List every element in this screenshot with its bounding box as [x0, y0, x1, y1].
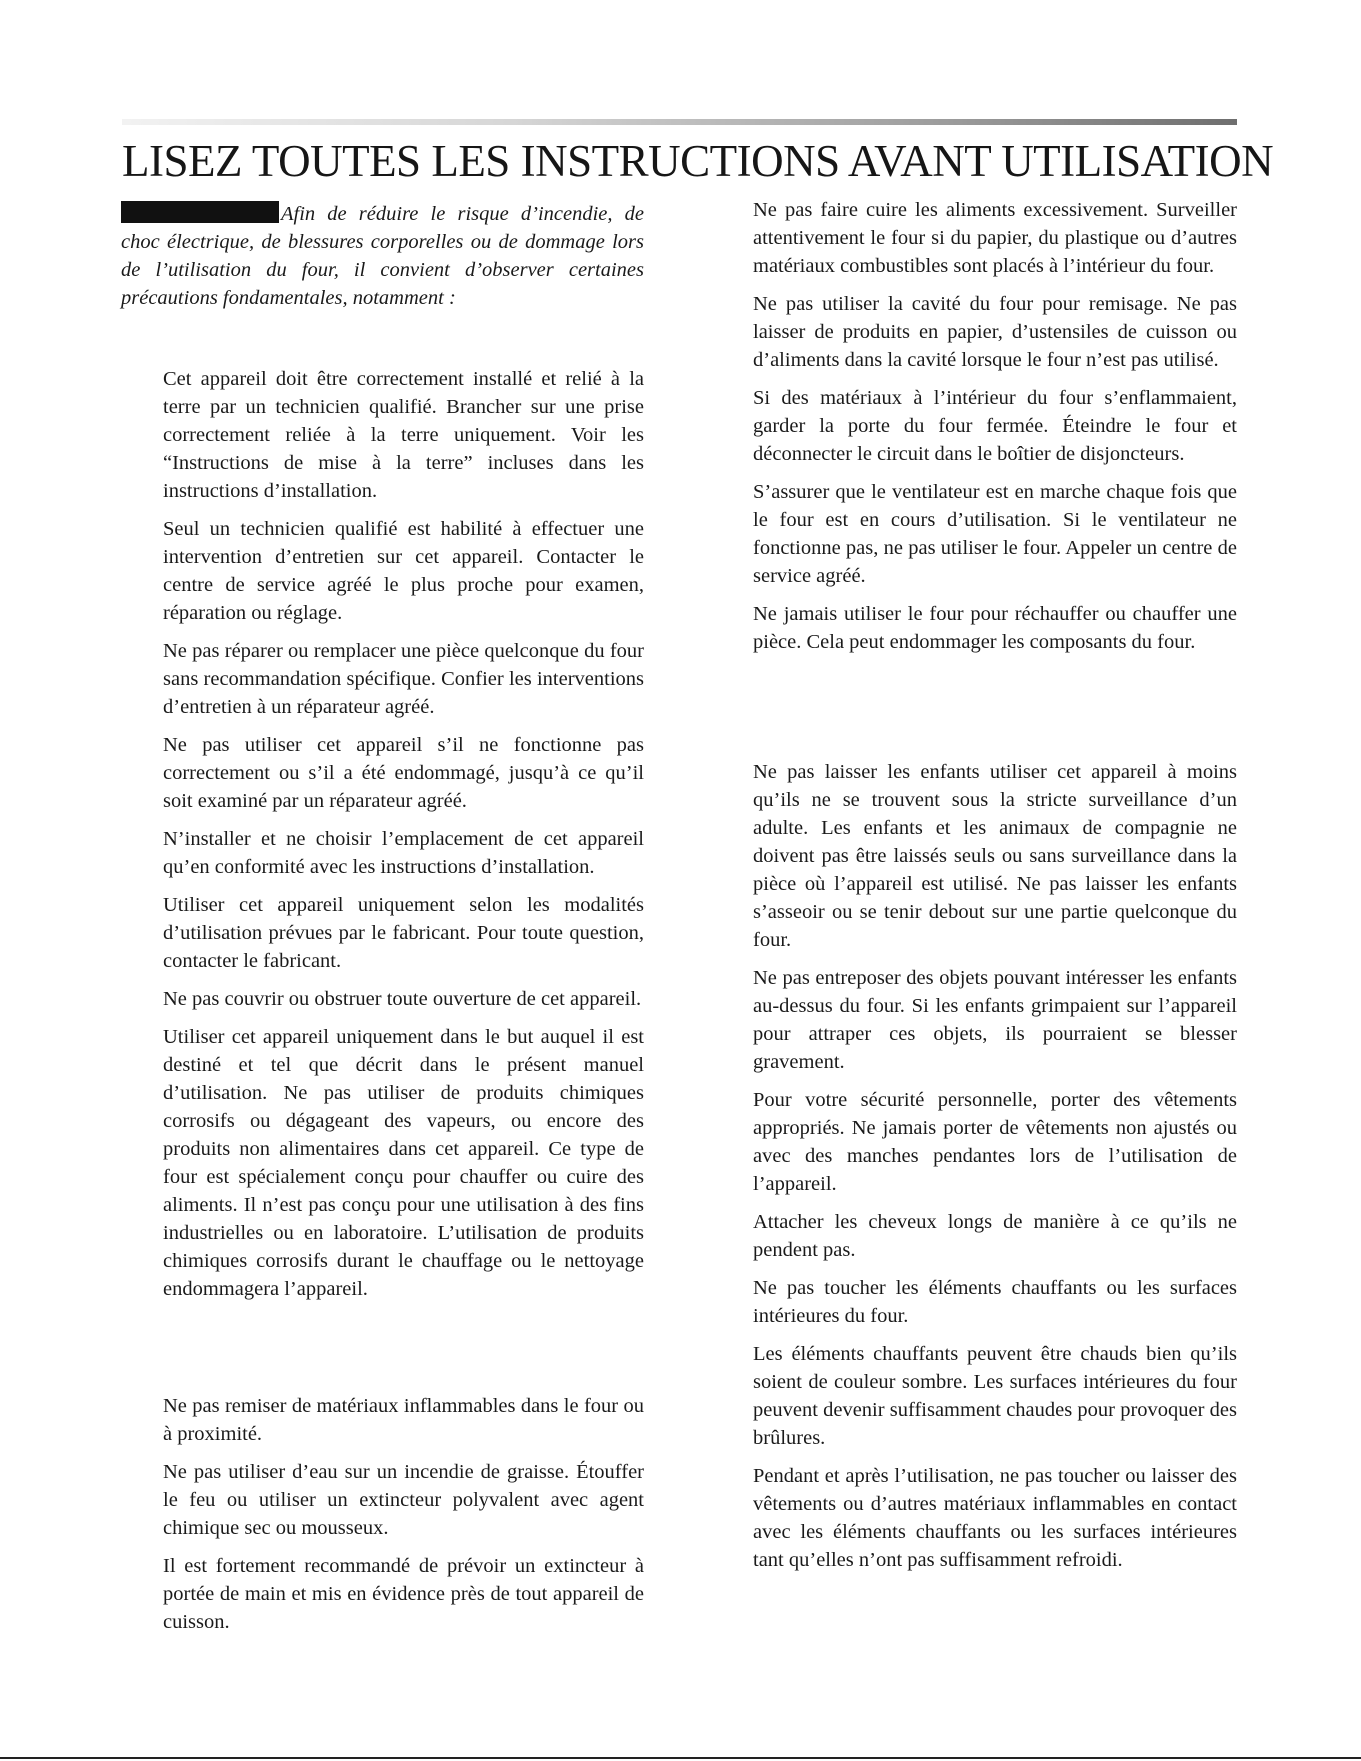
instruction-paragraph: N’installer et ne choisir l’emplacement de cet appareil qu’en conformité avec les instructions d’installation. — [163, 828, 644, 878]
page-title: LISEZ TOUTES LES INSTRUCTIONS AVANT UTILISATION — [122, 136, 1274, 186]
instruction-paragraph: Ne pas remiser de matériaux inflammables dans le four ou à proximité. — [163, 1395, 644, 1445]
instruction-paragraph: Ne pas faire cuire les aliments excessivement. Surveiller attentivement le four si du papier, du plastique ou d’autres matériaux combustibles sont placés à l’intérieur du four. — [753, 199, 1237, 277]
instruction-paragraph: Il est fortement recommandé de prévoir un extincteur à portée de main et mis en évidence près de tout appareil de cuisson. — [163, 1555, 644, 1633]
footer-rule — [0, 1757, 1361, 1759]
instruction-paragraph: Si des matériaux à l’intérieur du four s’enflammaient, garder la porte du four fermée. Éteindre le four et déconnecter le circuit dans le boîtier de disjoncteurs. — [753, 387, 1237, 465]
left-column-group-1 — [163, 365, 644, 1313]
right-column-group-1 — [753, 196, 1237, 666]
instruction-paragraph: Seul un technicien qualifié est habilité à effectuer une intervention d’entretien sur cet appareil. Contacter le centre de service agréé le plus proche pour examen, réparation ou réglage. — [163, 518, 644, 624]
header-rule — [122, 119, 1237, 125]
instruction-paragraph: Utiliser cet appareil uniquement selon les modalités d’utilisation prévues par le fabricant. Pour toute question, contacter le fabricant. — [163, 894, 644, 972]
instruction-paragraph: Ne pas utiliser d’eau sur un incendie de graisse. Étouffer le feu ou utiliser un extincteur polyvalent avec agent chimique sec ou mousseux. — [163, 1461, 644, 1539]
instruction-paragraph: Pendant et après l’utilisation, ne pas toucher ou laisser des vêtements ou d’autres matériaux inflammables en contact avec les éléments chauffants ou les surfaces intérieures tant qu’elles n’ont pas suffisamment refroidi. — [753, 1465, 1237, 1571]
instruction-paragraph: Ne jamais utiliser le four pour réchauffer ou chauffer une pièce. Cela peut endommager les composants du four. — [753, 603, 1237, 653]
instruction-paragraph: Ne pas entreposer des objets pouvant intéresser les enfants au-dessus du four. Si les enfants grimpaient sur l’appareil pour attraper ces objets, ils pourraient se blesser gravement. — [753, 967, 1237, 1073]
redacted-warning-bar — [121, 201, 279, 223]
instruction-paragraph: Ne pas laisser les enfants utiliser cet appareil à moins qu’ils ne se trouvent sous la stricte surveillance d’un adulte. Les enfants et les animaux de compagnie ne doivent pas être laissés seuls ou sans surveillance dans la pièce où l’appareil est utilisé. Ne pas laisser les enfants s’asseoir ou se tenir debout sur une partie quelconque du four. — [753, 761, 1237, 951]
intro-text: Afin de réduire le risque d’incendie, de choc électrique, de blessures corporelles ou de dommage lors de l’utilisation du four, il convient d’observer certaines précautions fondamentales, notamment : — [121, 203, 644, 309]
left-column-group-2 — [163, 1392, 644, 1646]
instruction-paragraph: Cet appareil doit être correctement installé et relié à la terre par un technicien qualifié. Brancher sur une prise correctement reliée à la terre uniquement. Voir les “Instructions de mise à la terre” incluses dans les instructions d’installation. — [163, 368, 644, 502]
instruction-paragraph: Ne pas couvrir ou obstruer toute ouverture de cet appareil. — [163, 988, 642, 1010]
instruction-paragraph: Attacher les cheveux longs de manière à ce qu’ils ne pendent pas. — [753, 1211, 1237, 1261]
instruction-paragraph: Ne pas utiliser la cavité du four pour remisage. Ne pas laisser de produits en papier, d’ustensiles de cuisson ou d’aliments dans la cavité lorsque le four n’est pas utilisé. — [753, 293, 1237, 371]
instruction-paragraph: Les éléments chauffants peuvent être chauds bien qu’ils soient de couleur sombre. Les surfaces intérieures du four peuvent devenir suffisamment chaudes pour provoquer des brûlures. — [753, 1343, 1237, 1449]
instruction-paragraph: Ne pas réparer ou remplacer une pièce quelconque du four sans recommandation spécifique. Confier les interventions d’entretien à un réparateur agréé. — [163, 640, 644, 718]
instruction-paragraph: S’assurer que le ventilateur est en marche chaque fois que le four est en cours d’utilisation. Si le ventilateur ne fonctionne pas, ne pas utiliser le four. Appeler un centre de service agréé. — [753, 481, 1237, 587]
instruction-paragraph: Ne pas toucher les éléments chauffants ou les surfaces intérieures du four. — [753, 1277, 1237, 1327]
intro-paragraph — [121, 200, 644, 312]
instruction-paragraph: Ne pas utiliser cet appareil s’il ne fonctionne pas correctement ou s’il a été endommagé, jusqu’à ce qu’il soit examiné par un réparateur agréé. — [163, 734, 644, 812]
instruction-paragraph: Utiliser cet appareil uniquement dans le but auquel il est destiné et tel que décrit dans le présent manuel d’utilisation. Ne pas utiliser de produits chimiques corrosifs ou dégageant des vapeurs, ou encore des produits non alimentaires dans cet appareil. Ce type de four est spécialement conçu pour chauffer ou cuire des aliments. Il n’est pas conçu pour une utilisation à des fins industrielles ou en laboratoire. L’utilisation de produits chimiques corrosifs durant le chauffage ou le nettoyage endommagera l’appareil. — [163, 1026, 644, 1300]
right-column-group-2 — [753, 758, 1237, 1584]
instruction-paragraph: Pour votre sécurité personnelle, porter des vêtements appropriés. Ne jamais porter de vêtements non ajustés ou avec des manches pendantes lors de l’utilisation de l’appareil. — [753, 1089, 1237, 1195]
intro-section — [121, 200, 644, 312]
